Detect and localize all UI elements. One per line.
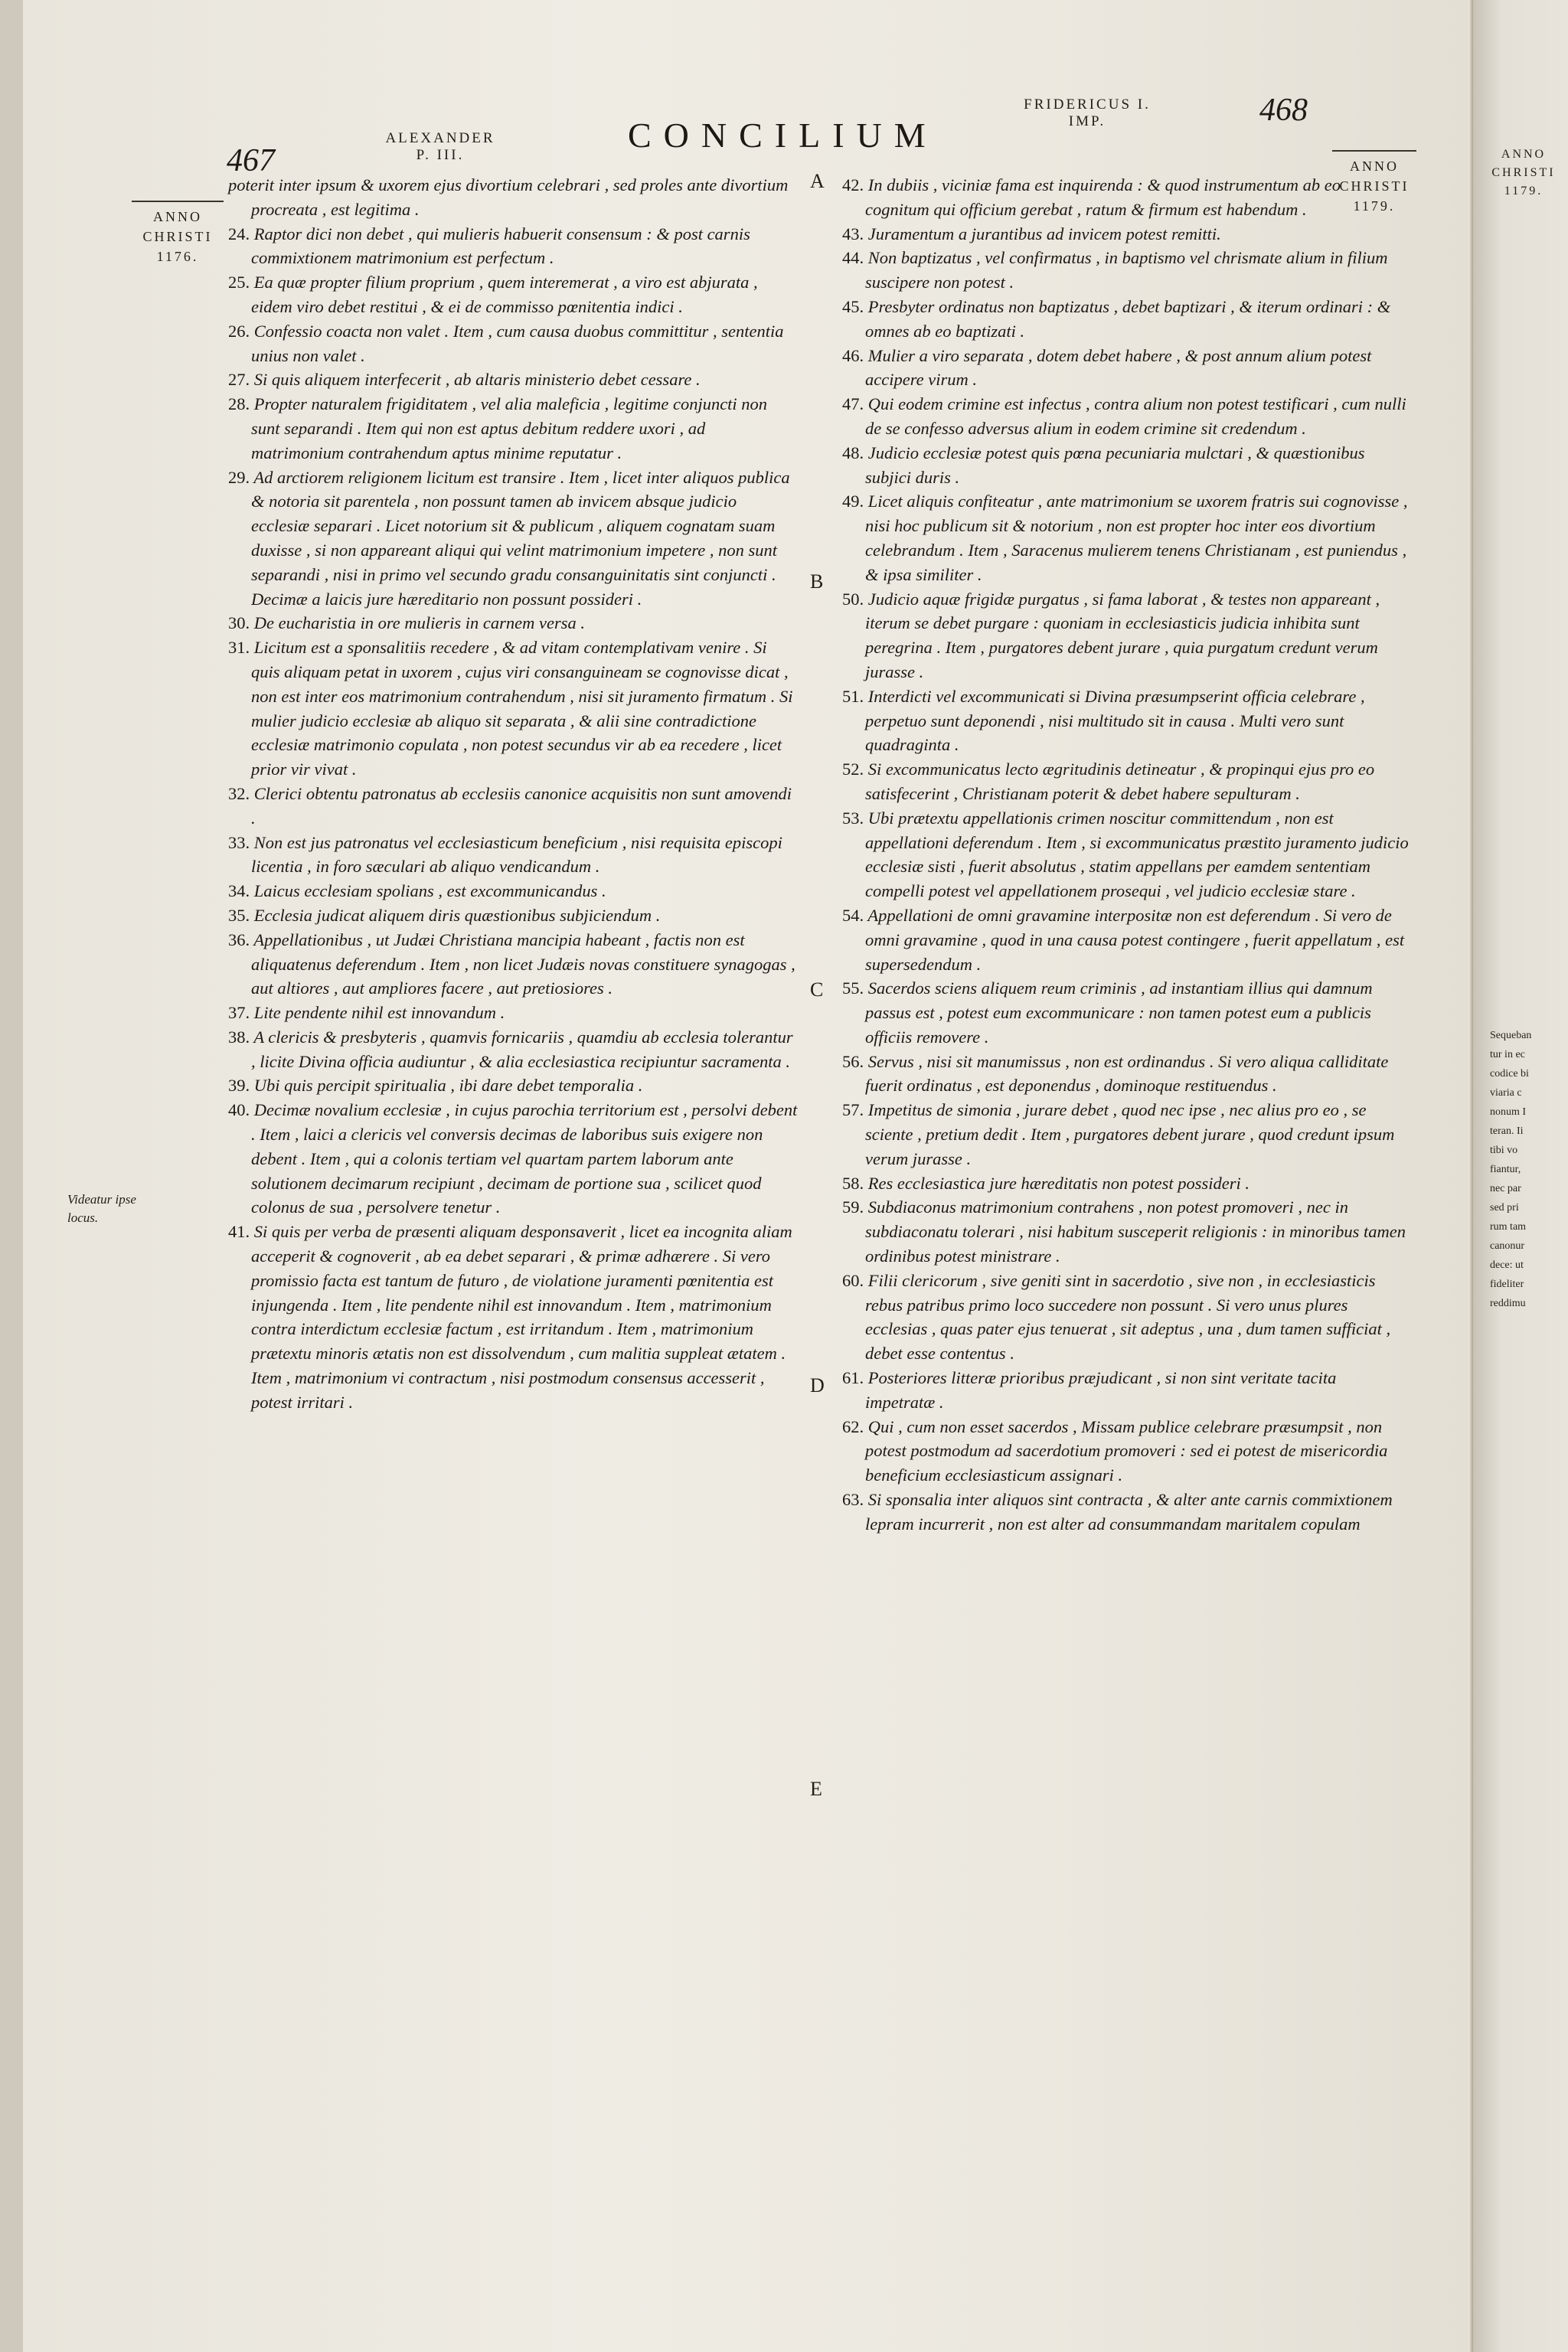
canon-entry (228, 928, 799, 1001)
canon-text: Non baptizatus , vel confirmatus , in baptismo vel chrismate alium in filium suscipere non potest . (865, 248, 1388, 292)
canon-entry (228, 879, 799, 903)
canon-number: 44. (842, 248, 864, 268)
canon-number: 46. (842, 345, 864, 365)
canon-entry (842, 1171, 1409, 1196)
canon-text: Subdiaconus matrimonium contrahens , non potest promoveri , nec in subdiaconatu tolerari , nisi habitum susceperit religionis : in minoribus tamen ordinibus potest ministrare . (865, 1197, 1406, 1266)
canon-entry (228, 611, 799, 635)
canon-text: Qui eodem crimine est infectus , contra alium non potest testificari , cum nulli de se confesso adversus alium in eodem crimine sit credendum . (865, 394, 1406, 438)
canon-entry (228, 1220, 799, 1414)
next-anno-line: ANNO (1501, 148, 1547, 161)
canon-text: Lite pendente nihil est innovandum . (253, 1003, 505, 1023)
margin-note: Videatur ipse locus. (67, 1192, 136, 1225)
canon-text: Si quis aliquem interfecerit , ab altaris ministerio debet cessare . (253, 370, 701, 390)
canon-number: 37. (228, 1003, 250, 1023)
canon-entry (228, 392, 799, 465)
canon-text: Decimæ novalium ecclesiæ , in cujus parochia territorium est , persolvi debent . Item , laici a clericis vel conversis decimas de laboribus suis exigere non debent . Item , qui a colonis tertiam vel quartam partem laborum ante solutionem decimarum recipiunt , decimam de portione sua , scilicet quod colonus de sua , persolvere tenetur . (251, 1100, 798, 1217)
next-page-line: nonum I (1490, 1106, 1527, 1118)
canon-text: Appellationibus , ut Judæi Christiana mancipia habeant , factis non est aliquatenus deferendum . Item , non licet Judæis novas constituere synagogas , aut altiores , aut ampliores facere , aut pretiosiores . (251, 929, 795, 998)
canon-text: Si sponsalia inter aliquos sint contracta , & alter ante carnis commixtionem lepram incurrerit , non est alter ad consummandam maritalem copulam (865, 1490, 1393, 1534)
section-marker-d: D (810, 1374, 825, 1396)
canon-number: 41. (228, 1222, 250, 1242)
canon-text: Non est jus patronatus vel ecclesiasticum beneficium , nisi requisita episcopi licentia , in foro sæculari ab aliquo vendicandum . (251, 832, 782, 877)
canon-text: Ecclesia judicat aliquem diris quæstionibus subjiciendum . (253, 905, 661, 925)
canon-text: Propter naturalem frigiditatem , vel alia maleficia , legitime conjuncti non sunt separandi . Item qui non est aptus debitum reddere uxori , ad matrimonium contrahendum aptus minime reputatur . (251, 394, 768, 462)
canon-number: 57. (842, 1100, 864, 1120)
canon-number: 30. (228, 613, 250, 633)
canon-entry (842, 1269, 1409, 1366)
canon-entry (842, 1195, 1409, 1268)
running-head-line: IMP. (1068, 113, 1106, 129)
canon-text: Raptor dici non debet , qui mulieris habuerit consensum : & post carnis commixtionem matrimonium est perfectum . (251, 224, 750, 268)
section-marker-a: A (810, 170, 825, 192)
anno-line: 1179. (1353, 198, 1396, 214)
canon-number: 38. (228, 1027, 250, 1047)
next-page-line: canonur (1490, 1240, 1525, 1252)
canon-entry (228, 1098, 799, 1220)
canon-number: 50. (842, 589, 864, 609)
section-marker-b: B (810, 570, 824, 593)
canon-text: De eucharistia in ore mulieris in carnem versa . (253, 613, 585, 633)
canon-text: Judicio ecclesiæ potest quis pœna pecuniaria mulctari , & quæstionibus subjici duris . (865, 443, 1365, 487)
left-anno-christi (129, 207, 227, 266)
canon-entry (228, 1001, 799, 1025)
canon-text: Licitum est a sponsalitiis recedere , & ad vitam contemplativam venire . Si quis aliquam petat in uxorem , cujus viri consanguineam se cognovisse dicat , non est inter eos matrimonium contrahendum , nisi sit juramento firmatum . Si mulier judicio ecclesiæ ab aliquo sit separata , & alii sine contradictione ecclesiæ matrimonio copulata , non potest secundus vir ab ea recedere , licet prior vir vivat . (251, 638, 793, 779)
canon-number: 39. (228, 1076, 250, 1096)
next-anno-line: 1179. (1504, 185, 1544, 198)
next-page-line: sed pri (1490, 1202, 1519, 1214)
canon-entry (228, 173, 799, 222)
canon-entry (842, 903, 1409, 976)
canon-text: Ea quæ propter filium proprium , quem interemerat , a viro est abjurata , eidem viro debet restitui , & ei de commisso pœnitentia indici . (251, 273, 758, 316)
canon-number: 34. (228, 881, 250, 901)
canon-number: 47. (842, 394, 864, 414)
next-page-line: viaria c (1490, 1087, 1522, 1099)
right-text-column (842, 173, 1409, 1537)
canon-entry (842, 1415, 1409, 1488)
left-page-number: 467 (227, 143, 275, 178)
canon-number: 31. (228, 638, 250, 658)
right-margin-rule (1332, 150, 1416, 152)
left-running-head (375, 130, 505, 164)
canon-text: Appellationi de omni gravamine interpositæ non est deferendum . Si vero de omni gravamine , quod in una causa potest contingere , fuerit appellatum , est supersedendum . (865, 905, 1405, 974)
canon-number: 33. (228, 832, 250, 852)
canon-text: Confessio coacta non valet . Item , cum causa duobus committitur , sententia unius non valet . (251, 321, 784, 365)
canon-number: 36. (228, 929, 250, 949)
canon-entry (842, 587, 1409, 684)
anno-line: CHRISTI (1339, 178, 1410, 194)
canon-text: Res ecclesiastica jure hæreditatis non potest possideri . (867, 1173, 1250, 1193)
anno-line: 1176. (156, 249, 199, 264)
next-anno-line: CHRISTI (1491, 166, 1556, 179)
canon-text: poterit inter ipsum & uxorem ejus divortium celebrari , sed proles ante divortium procreata , est legitima . (228, 175, 789, 219)
canon-number: 26. (228, 321, 250, 341)
canon-number: 43. (842, 224, 864, 243)
canon-text: Posteriores litteræ prioribus præjudicant , si non sint veritate tacita impetratæ . (865, 1368, 1337, 1412)
canon-text: Clerici obtentu patronatus ab ecclesiis canonice acquisitis non sunt amovendi . (251, 783, 792, 828)
canon-number: 62. (842, 1416, 864, 1436)
canon-entry (842, 1366, 1409, 1415)
canon-entry (228, 903, 799, 928)
canon-entry (842, 392, 1409, 441)
canon-number: 60. (842, 1270, 864, 1290)
canon-entry (842, 806, 1409, 903)
canon-text: Ubi prætextu appellationis crimen noscitur committendum , non est appellationi deferendum . Item , si excommunicatus præstito juramento judicio ecclesiæ sisti , fuerit absolutus , statim appellans per eamdem sententiam compelli potest vel appellationem prosequi , vel judicio ecclesiæ stare . (865, 808, 1409, 901)
canon-number: 45. (842, 296, 864, 316)
canon-entry (228, 831, 799, 880)
canon-entry (842, 295, 1409, 344)
next-page-line: dece: ut (1490, 1259, 1524, 1271)
page-title: CONCILIUM (628, 116, 938, 155)
canon-number: 32. (228, 783, 250, 803)
canon-text: A clericis & presbyteris , quamvis fornicariis , quamdiu ab ecclesia tolerantur , licite Divina officia audiuntur , & alia ecclesiastica recipiuntur sacramenta . (251, 1027, 793, 1071)
canon-text: Laicus ecclesiam spolians , est excommunicandus . (253, 881, 606, 901)
canon-number: 49. (842, 492, 864, 511)
running-head-line: ALEXANDER (385, 130, 495, 146)
next-page-line: tibi vo (1490, 1145, 1518, 1156)
canon-text: In dubiis , viciniæ fama est inquirenda : & quod instrumentum ab eo cognitum qui officium gerebat , ratum & firmum est habendum . (865, 175, 1341, 219)
canon-number: 25. (228, 273, 250, 292)
canon-text: Mulier a viro separata , dotem debet habere , & post annum alium potest accipere virum . (865, 345, 1372, 390)
canon-text: Ubi quis percipit spiritualia , ibi dare debet temporalia . (253, 1076, 643, 1096)
canon-entry (228, 222, 799, 271)
canon-number: 61. (842, 1368, 864, 1388)
next-page-line: nec par (1490, 1183, 1521, 1194)
canon-entry (842, 489, 1409, 586)
canon-entry (228, 270, 799, 319)
canon-number: 63. (842, 1490, 864, 1510)
canon-number: 56. (842, 1051, 864, 1071)
canon-entry (842, 222, 1409, 247)
next-page-edge (1472, 0, 1568, 2352)
canon-entry (842, 1050, 1409, 1099)
canon-text: Ad arctiorem religionem licitum est transire . Item , licet inter aliquos publica & notoria sit parentela , non possunt tamen ab invicem absque judicio ecclesiæ separari . Licet notorium sit & publicum , aliquem cognatam suam duxisse , si non appareant aliqui qui velint matrimonium impetere , non sunt separandi , nisi in primo vel secundo gradu consanguinitatis sint conjuncti . Decimæ a laicis jure hæreditario non possunt possideri . (251, 467, 790, 609)
canon-text: Presbyter ordinatus non baptizatus , debet baptizari , & iterum ordinari : & omnes ab eo baptizati . (865, 296, 1391, 341)
anno-line: CHRISTI (142, 229, 213, 244)
canon-text: Si quis per verba de præsenti aliquam desponsaverit , licet ea incognita aliam acceperit & cognoverit , ab ea debet separari , & primæ adhærere . Si vero promissio facta est tantum de futuro , de violatione juramenti pœnitentia est injungenda . Item , lite pendente nihil est innovandum . Item , matrimonium contra interdictum ecclesiæ factum , est irritandum . Item , matrimonium prætextu minoris ætatis non est dissolvendum , cum malitia suppleat ætatem . Item , matrimonium vi contractum , nisi postmodum consensus accesserit , potest irritari . (251, 1222, 792, 1412)
right-running-head (1007, 96, 1168, 130)
next-page-anno-christi (1487, 145, 1560, 201)
section-marker-e: E (810, 1778, 822, 1800)
canon-entry (842, 1488, 1409, 1537)
canon-entry (228, 466, 799, 612)
canon-number: 54. (842, 905, 864, 925)
next-page-line: rum tam (1490, 1221, 1527, 1233)
next-page-text (1490, 1026, 1531, 1313)
canon-number: 28. (228, 394, 250, 414)
canon-entry (842, 976, 1409, 1049)
left-text-column (228, 173, 799, 1415)
canon-number: 52. (842, 760, 864, 779)
canon-number: 27. (228, 370, 250, 390)
canon-entry (842, 441, 1409, 490)
canon-number: 35. (228, 905, 250, 925)
canon-entry (228, 1073, 799, 1098)
canon-text: Filii clericorum , sive geniti sint in sacerdotio , sive non , in ecclesiasticis rebus patribus primo loco succedere non possunt . Si vero unus plures ecclesias , quas pater ejus tenuerat , sit adeptus , una , dum tamen sufficiat , debet esse contentus . (865, 1270, 1391, 1364)
canon-number: 59. (842, 1197, 864, 1217)
canon-entry (842, 173, 1409, 222)
anno-line: ANNO (1350, 158, 1399, 174)
next-page-line: tur in ec (1490, 1049, 1525, 1060)
canon-text: Sacerdos sciens aliquem reum criminis , ad instantiam illius qui damnum passus est , potest eum excommunicare : non tamen potest eum a publicis officiis removere . (865, 978, 1373, 1047)
canon-text: Qui , cum non esset sacerdos , Missam publice celebrare præsumpsit , non potest postmodum ad sacerdotium promoveri : sed ei potest de misericordia beneficium ecclesiasticum assignari . (865, 1416, 1388, 1485)
canon-number: 24. (228, 224, 250, 243)
next-page-line: reddimu (1490, 1298, 1526, 1309)
next-page-line: teran. Ii (1490, 1125, 1524, 1137)
canon-number: 48. (842, 443, 864, 462)
canon-number: 29. (228, 467, 250, 487)
canon-number: 55. (842, 978, 864, 998)
canon-entry (228, 368, 799, 392)
left-margin-rule (132, 201, 224, 202)
next-page-line: codice bi (1490, 1068, 1529, 1080)
canon-text: Juramentum a jurantibus ad invicem potest remitti. (867, 224, 1221, 243)
canon-entry (842, 246, 1409, 295)
canon-entry (842, 344, 1409, 393)
canon-number: 51. (842, 686, 864, 706)
canon-number: 42. (842, 175, 864, 194)
section-marker-c: C (810, 978, 824, 1001)
canon-text: Impetitus de simonia , jurare debet , quod nec ipse , nec alius pro eo , se sciente , pretium dedit . Item , purgatores debent jurare , quod credunt ipsum verum jurasse . (865, 1100, 1395, 1168)
canon-text: Licet aliquis confiteatur , ante matrimonium se uxorem fratris sui cognovisse , nisi hoc publicum sit & notorium , non est propter hoc inter eos divortium celebrandum . Item , Saracenus mulierem tenens Christianam , est puniendus , & ipsa similiter . (865, 492, 1408, 584)
canon-number: 53. (842, 808, 864, 828)
canon-entry (842, 684, 1409, 757)
canon-text: Si excommunicatus lecto ægritudinis detineatur , & propinqui ejus pro eo satisfecerint , Christianam poterit & debet habere sepulturam . (865, 760, 1375, 803)
next-page-line: fiantur, (1490, 1164, 1521, 1175)
anno-line: ANNO (153, 209, 202, 224)
canon-entry (228, 635, 799, 782)
next-page-line: fideliter (1490, 1279, 1524, 1290)
canon-entry (228, 1025, 799, 1074)
running-head-line: P. III. (416, 147, 465, 163)
running-head-line: FRIDERICUS I. (1024, 96, 1151, 113)
canon-text: Interdicti vel excommunicati si Divina præsumpserint officia celebrare , perpetuo sunt deponendi , nisi multitudo sit in causa . Multi vero sunt quadraginta . (865, 686, 1365, 755)
canon-number: 40. (228, 1100, 250, 1120)
canon-entry (228, 782, 799, 831)
next-page-line: Sequeban (1490, 1030, 1532, 1041)
canon-entry (228, 319, 799, 368)
right-page-number: 468 (1259, 93, 1308, 128)
canon-number: 58. (842, 1173, 864, 1193)
canon-entry (842, 757, 1409, 806)
canon-text: Servus , nisi sit manumissus , non est ordinandus . Si vero aliqua calliditate fuerit ordinatus , est deponendus , dominoque restituendus . (865, 1051, 1389, 1096)
canon-entry (842, 1098, 1409, 1171)
canon-text: Judicio aquæ frigidæ purgatus , si fama laborat , & testes non appareant , iterum se debet purgare : quoniam in ecclesiasticis judicia inhibita sunt peregrina . Item , purgatores debent jurare , quia purgatum credunt verum jurasse . (865, 589, 1380, 681)
